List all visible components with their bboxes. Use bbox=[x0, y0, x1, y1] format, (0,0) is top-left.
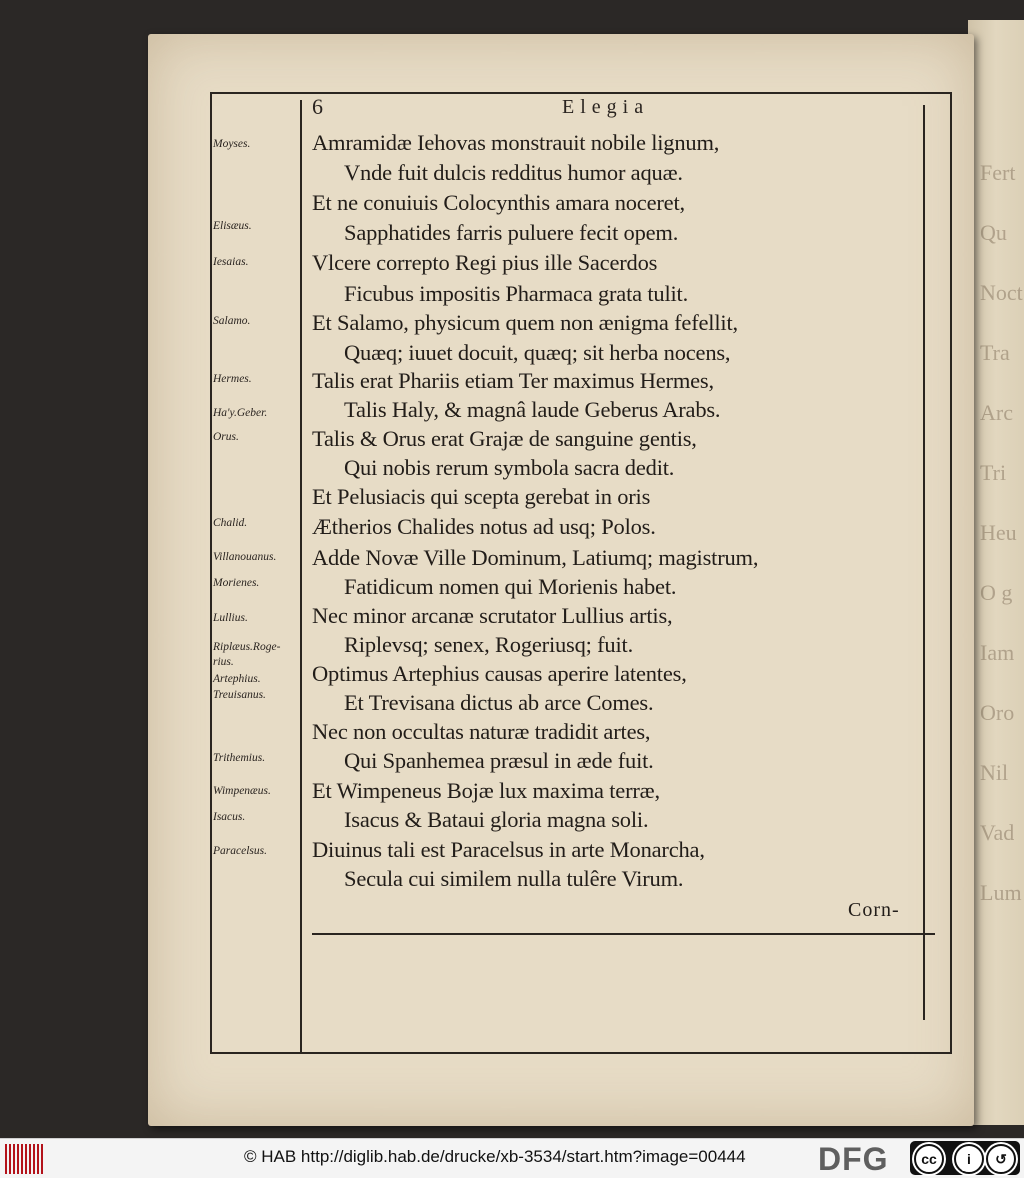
viewer-footer bbox=[0, 1138, 1024, 1178]
dfg-logo: DFG bbox=[818, 1141, 889, 1177]
frame-rule-left-outer bbox=[210, 92, 212, 1054]
verse-line: Ficubus impositis Pharmaca grata tulit. bbox=[344, 281, 689, 306]
adjacent-page-edge: Fert Qu Noct Tra Arc Tri Heu O g Iam Oro Nil Vad Lum bbox=[968, 20, 1024, 1125]
verse-line: Et Pelusiacis qui scepta gerebat in oris bbox=[312, 484, 651, 509]
margin-note: Trithemius. bbox=[213, 752, 266, 764]
margin-note: Morienes. bbox=[213, 577, 260, 589]
share-alike-icon: ↺ bbox=[986, 1144, 1016, 1174]
running-head: Elegia bbox=[562, 96, 650, 118]
text-end-rule bbox=[312, 933, 935, 935]
verse-line: Nec minor arcanæ scrutator Lullius artis, bbox=[312, 603, 673, 628]
margin-note: Riplæus.Roge- bbox=[213, 641, 281, 653]
verse-line: Et Wimpeneus Bojæ lux maxima terræ, bbox=[312, 778, 660, 803]
margin-note: Treuisanus. bbox=[213, 689, 266, 701]
frame-rule-bottom bbox=[210, 1052, 952, 1054]
verse-line: Optimus Artephius causas aperire latentes, bbox=[312, 661, 687, 686]
margin-note: Isacus. bbox=[213, 811, 246, 823]
verse-line: Et ne conuiuis Colocynthis amara noceret, bbox=[312, 190, 685, 215]
margin-note: rius. bbox=[213, 656, 234, 668]
text-right-rule bbox=[923, 105, 925, 1020]
margin-note: Elisæus. bbox=[213, 220, 252, 232]
verse-line: Sapphatides farris puluere fecit opem. bbox=[344, 220, 679, 245]
verse-line: Et Salamo, physicum quem non ænigma fefellit, bbox=[312, 310, 738, 335]
catchword: Corn- bbox=[848, 899, 900, 921]
cc-license-badge[interactable] bbox=[910, 1141, 1020, 1175]
margin-note: Hermes. bbox=[213, 373, 252, 385]
margin-note: Wimpenæus. bbox=[213, 785, 271, 797]
verse-line: Et Trevisana dictus ab arce Comes. bbox=[344, 690, 654, 715]
verse-line: Fatidicum nomen qui Morienis habet. bbox=[344, 574, 677, 599]
frame-rule-right bbox=[950, 92, 952, 1054]
verse-line: Vnde fuit dulcis redditus humor aquæ. bbox=[344, 160, 683, 185]
margin-note: Iesaias. bbox=[213, 256, 249, 268]
hab-logo-icon bbox=[5, 1144, 47, 1174]
margin-note: Orus. bbox=[213, 431, 239, 443]
cc-icon: cc bbox=[914, 1144, 944, 1174]
license-by-label: BY bbox=[962, 1166, 972, 1173]
by-attribution-icon: i bbox=[954, 1144, 984, 1174]
margin-note: Moyses. bbox=[213, 138, 251, 150]
margin-note: Lullius. bbox=[213, 612, 248, 624]
verse-line: Diuinus tali est Paracelsus in arte Monarcha, bbox=[312, 837, 705, 862]
verse-line: Riplevsq; senex, Rogeriusq; fuit. bbox=[344, 632, 633, 657]
margin-note: Salamo. bbox=[213, 315, 251, 327]
verse-line: Amramidæ Iehovas monstrauit nobile lignum, bbox=[312, 130, 720, 155]
citation-link[interactable]: © HAB http://diglib.hab.de/drucke/xb-3534/start.htm?image=00444 bbox=[244, 1147, 746, 1166]
verse-line: Talis & Orus erat Grajæ de sanguine gentis, bbox=[312, 426, 697, 451]
verse-line: Qui Spanhemea præsul in æde fuit. bbox=[344, 748, 654, 773]
verse-line: Adde Novæ Ville Dominum, Latiumq; magistrum, bbox=[312, 545, 759, 570]
verse-line: Quæq; iuuet docuit, quæq; sit herba nocens, bbox=[344, 340, 731, 365]
page-number: 6 bbox=[312, 94, 323, 119]
verse-line: Secula cui similem nulla tulêre Virum. bbox=[344, 866, 684, 891]
verse-line: Isacus & Bataui gloria magna soli. bbox=[344, 807, 649, 832]
margin-note: Villanouanus. bbox=[213, 551, 277, 563]
margin-note: Artephius. bbox=[213, 673, 261, 685]
verse-line: Ætherios Chalides notus ad usq; Polos. bbox=[312, 514, 656, 539]
verse-line: Talis erat Phariis etiam Ter maximus Hermes, bbox=[312, 368, 714, 393]
margin-note: Paracelsus. bbox=[213, 845, 267, 857]
verse-line: Talis Haly, & magnâ laude Geberus Arabs. bbox=[344, 397, 721, 422]
verse-line: Qui nobis rerum symbola sacra dedit. bbox=[344, 455, 675, 480]
license-sa-label: SA bbox=[994, 1166, 1004, 1173]
margin-note: Chalid. bbox=[213, 517, 248, 529]
frame-rule-left-inner bbox=[300, 100, 302, 1054]
margin-note: Ha'y.Geber. bbox=[213, 407, 268, 419]
verse-line: Vlcere correpto Regi pius ille Sacerdos bbox=[312, 250, 658, 275]
verse-line: Nec non occultas naturæ tradidit artes, bbox=[312, 719, 651, 744]
